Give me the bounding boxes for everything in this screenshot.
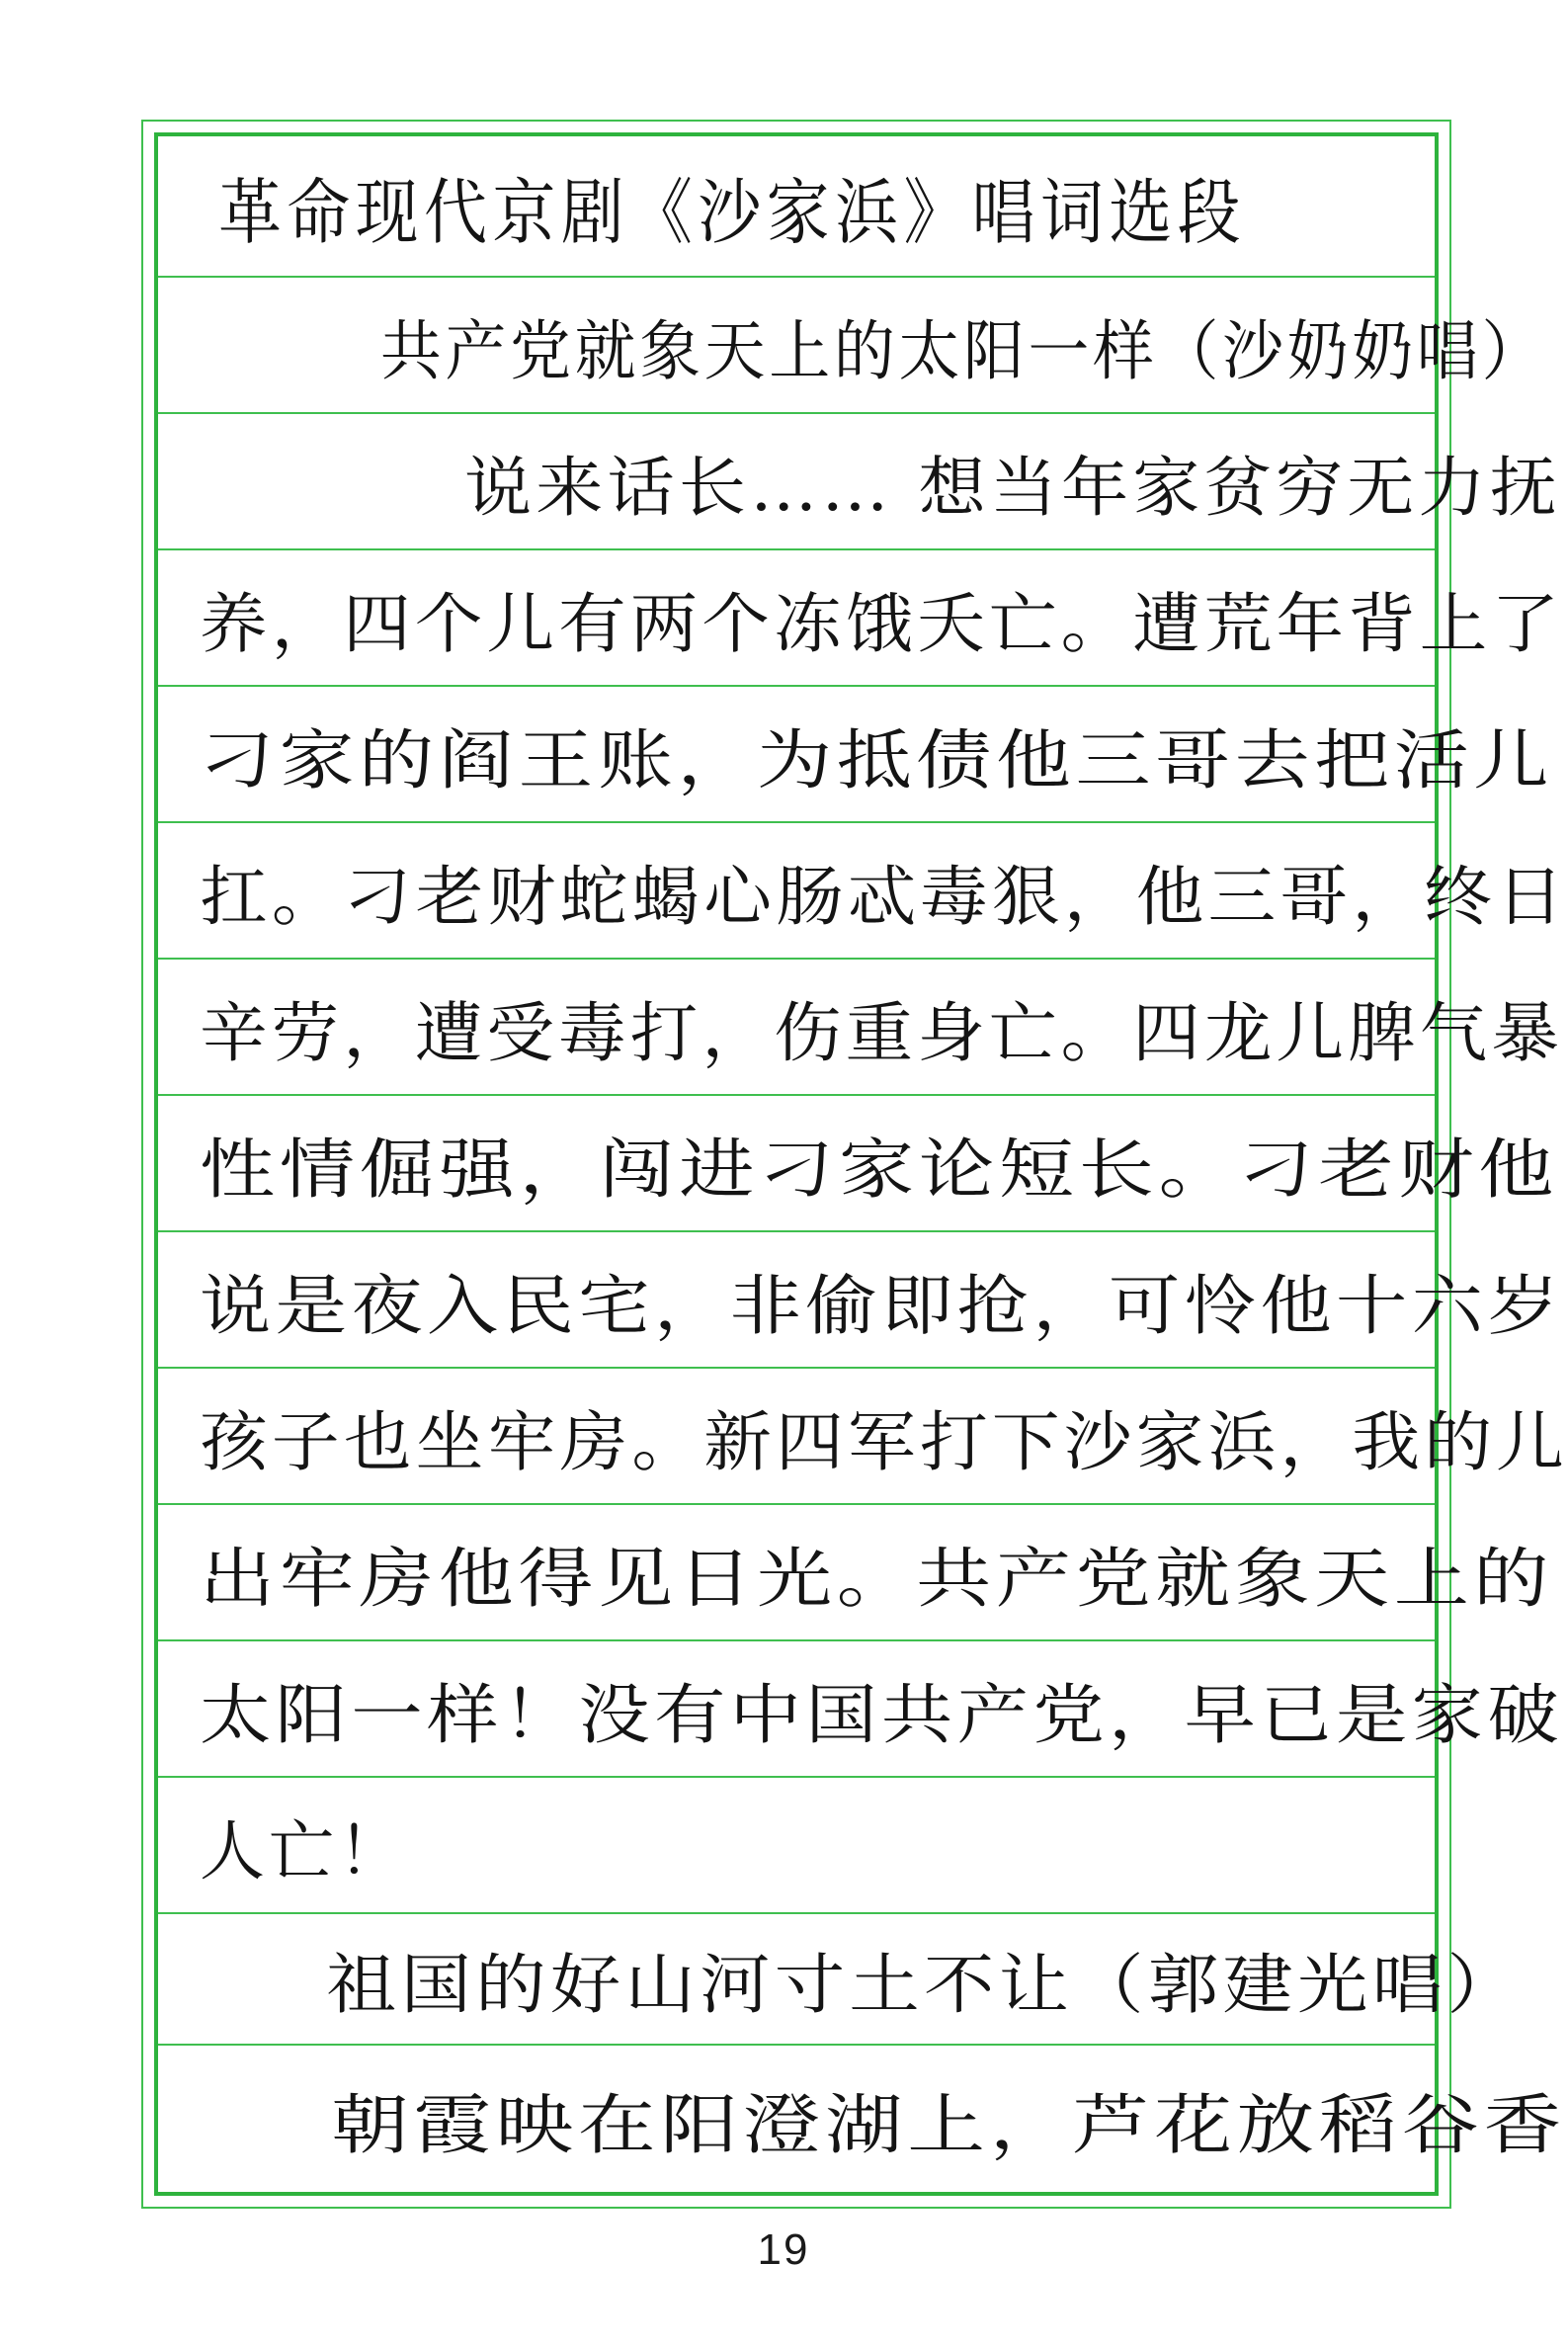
text-line-6: 辛劳，遭受毒打，伤重身亡。四龙儿脾气暴	[158, 960, 1435, 1096]
text-line-3: 养，四个儿有两个冻饿夭亡。遭荒年背上了	[158, 550, 1435, 687]
page-number: 19	[757, 2225, 810, 2274]
text-line-1: 共产党就象天上的太阳一样（沙奶奶唱）	[158, 278, 1435, 414]
text-line-2: 说来话长…… 想当年家贫穷无力抚	[158, 414, 1435, 550]
document-title: 革命现代京剧《沙家浜》唱词选段	[158, 136, 1435, 278]
text-line-13: 祖国的好山河寸土不让（郭建光唱）	[158, 1914, 1435, 2046]
text-line-4: 刁家的阎王账，为抵债他三哥去把活儿	[158, 687, 1435, 823]
text-line-12: 人亡！	[158, 1778, 1435, 1914]
text-line-5: 扛。刁老财蛇蝎心肠忒毒狠，他三哥，终日	[158, 823, 1435, 960]
text-line-14: 朝霞映在阳澄湖上，芦花放稻谷香	[331, 2086, 1566, 2163]
text-line-7: 性情倔强，闯进刁家论短长。刁老财他	[158, 1096, 1435, 1232]
text-line-8: 说是夜入民宅，非偷即抢，可怜他十六岁	[158, 1232, 1435, 1369]
text-line-10: 出牢房他得见日光。共产党就象天上的	[158, 1505, 1435, 1641]
text-line-9: 孩子也坐牢房。新四军打下沙家浜，我的儿	[158, 1369, 1435, 1505]
text-line-11: 太阳一样！没有中国共产党，早已是家破	[158, 1641, 1435, 1778]
